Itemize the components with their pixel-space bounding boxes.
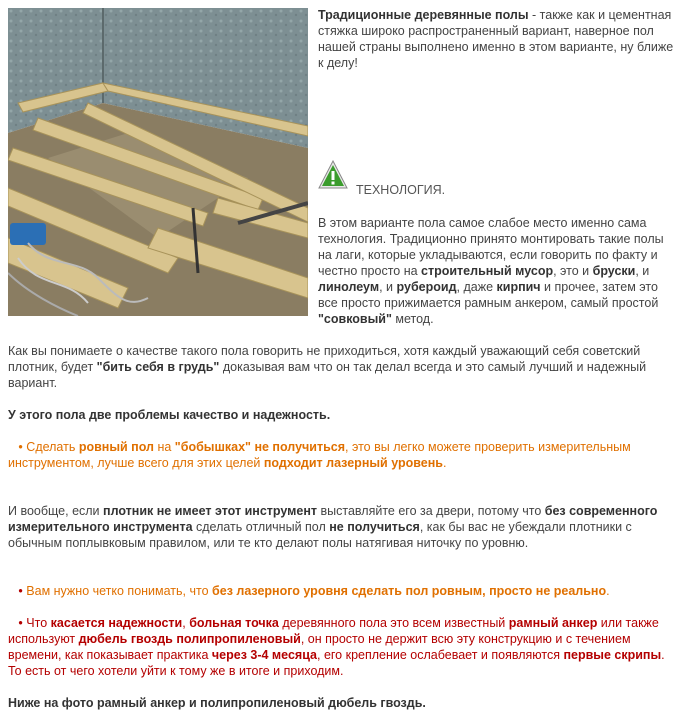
technology-label: ТЕХНОЛОГИЯ. [356, 183, 446, 197]
warning-icon [318, 160, 348, 190]
bullet-laser-level: • Вам нужно четко понимать, что без лазерного уровня сделать пол ровным, просто не реально. [18, 584, 610, 598]
intro-paragraph [318, 7, 678, 71]
intro-title: Традиционные деревянные полы [318, 8, 529, 22]
bullet-marker: • [18, 616, 23, 630]
bullet-marker: • [18, 440, 23, 454]
floor-joists-photo [8, 8, 308, 316]
bullet-marker: • [18, 584, 23, 598]
technology-paragraph: В этом варианте пола самое слабое место именно сама технология. Традиционно принято монтировать такие полы на лаги, которые укладываются, если говорить по факту и честно просто на строительный мусор, это и бруски, и линолеум, и рубероид, даже кирпич и прочее, затем это все просто прижимается рамным анкером, самый простой "совковый" метод. [318, 216, 664, 326]
tool-paragraph: И вообще, если плотник не имеет этот инструмент выставляйте его за двери, потому что без современного измерительного инструмента сделать отличный пол не получиться, как бы вас не убеждали плотники с обычным поплывковым правилом, или те кто делают полы натягивая ниточку по уровню. [8, 504, 658, 550]
quality-paragraph: Как вы понимаете о качестве такого пола говорить не приходиться, хотя каждый уважающий себя советский плотник, будет "бить себя в грудь" доказывая вам что он так делал всегда и это самый лучший и надежный вариант. [8, 344, 647, 390]
bullet-even-floor: • Сделать ровный пол на "бобышках" не получиться, это вы легко можете проверить измерительным инструментом, лучше всего для этих целей подходит лазерный уровень. [8, 440, 631, 470]
intro-text: - также как и цементная стяжка широко распространенный вариант, наверное пол нашей страны выполнено именно в этом варианте, ну ближе к делу! [318, 8, 674, 70]
bullet-reliability: • Что касается надежности, больная точка деревянного пола это всем известный рамный анкер или также используют дюбель гвоздь полипропиленовый, он просто не держит всю эту конструкцию и с течением времени, как показывает практика через 3-4 месяца, его крепление ослабевает и появляются первые скрипы. То есть от чего хотели уйти к тому же в итоге и приходим. [8, 616, 665, 678]
photo-caption-heading: Ниже на фото рамный анкер и полипропиленовый дюбель гвоздь. [8, 696, 426, 710]
problems-heading: У этого пола две проблемы качество и надежность. [8, 408, 331, 422]
technology-heading [318, 158, 678, 197]
